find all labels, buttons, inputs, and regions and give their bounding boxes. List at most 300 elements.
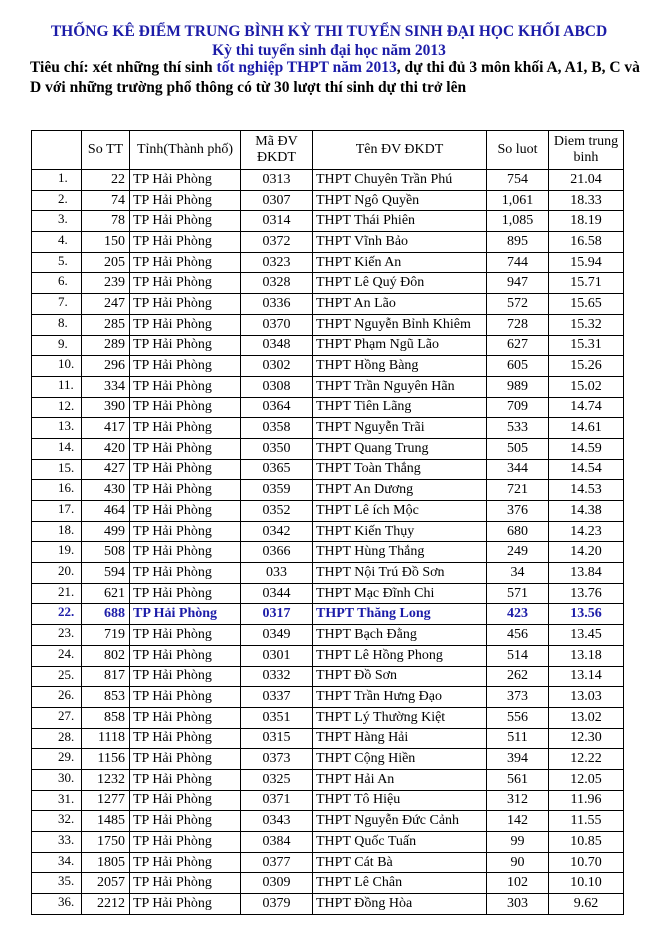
- rank-cell: 296: [82, 356, 130, 377]
- unit-code-cell: 0373: [241, 749, 313, 770]
- count-cell: 605: [487, 356, 549, 377]
- unit-name-cell: THPT Quang Trung: [313, 438, 487, 459]
- average-score-cell: 13.14: [549, 666, 624, 687]
- rank-cell: 285: [82, 314, 130, 335]
- unit-name-cell: THPT Mạc Đĩnh Chi: [313, 583, 487, 604]
- col-header-so-tt: So TT: [82, 131, 130, 170]
- rank-cell: 594: [82, 563, 130, 584]
- count-cell: 312: [487, 790, 549, 811]
- average-score-cell: 15.31: [549, 335, 624, 356]
- count-cell: 556: [487, 707, 549, 728]
- unit-code-cell: 0302: [241, 356, 313, 377]
- count-cell: 533: [487, 418, 549, 439]
- count-cell: 344: [487, 459, 549, 480]
- province-cell: TP Hải Phòng: [130, 376, 241, 397]
- rank-cell: 688: [82, 604, 130, 625]
- average-score-cell: 15.71: [549, 273, 624, 294]
- unit-code-cell: 0379: [241, 894, 313, 915]
- rank-cell: 464: [82, 501, 130, 522]
- rank-cell: 417: [82, 418, 130, 439]
- unit-code-cell: 0366: [241, 542, 313, 563]
- unit-code-cell: 0325: [241, 769, 313, 790]
- province-cell: TP Hải Phòng: [130, 604, 241, 625]
- rank-cell: 802: [82, 645, 130, 666]
- row-index: 13.: [32, 418, 82, 439]
- province-cell: TP Hải Phòng: [130, 521, 241, 542]
- unit-name-cell: THPT Thái Phiên: [313, 211, 487, 232]
- unit-code-cell: 0337: [241, 687, 313, 708]
- province-cell: TP Hải Phòng: [130, 418, 241, 439]
- count-cell: 90: [487, 852, 549, 873]
- table-row: [32, 356, 624, 377]
- average-score-cell: 13.84: [549, 563, 624, 584]
- province-cell: TP Hải Phòng: [130, 811, 241, 832]
- unit-code-cell: 0317: [241, 604, 313, 625]
- province-cell: TP Hải Phòng: [130, 314, 241, 335]
- unit-code-cell: 0352: [241, 501, 313, 522]
- unit-name-cell: THPT Đồ Sơn: [313, 666, 487, 687]
- unit-name-cell: THPT Cộng Hiền: [313, 749, 487, 770]
- average-score-cell: 10.10: [549, 873, 624, 894]
- unit-name-cell: THPT An Dương: [313, 480, 487, 501]
- rank-cell: 2057: [82, 873, 130, 894]
- unit-name-cell: THPT Thăng Long: [313, 604, 487, 625]
- average-score-cell: 14.54: [549, 459, 624, 480]
- table-row: [32, 790, 624, 811]
- rank-cell: 508: [82, 542, 130, 563]
- unit-name-cell: THPT Nguyễn Bỉnh Khiêm: [313, 314, 487, 335]
- rank-cell: 239: [82, 273, 130, 294]
- table-row: [32, 563, 624, 584]
- rank-cell: 247: [82, 294, 130, 315]
- province-cell: TP Hải Phòng: [130, 542, 241, 563]
- criteria-text: [30, 58, 640, 98]
- unit-code-cell: 0309: [241, 873, 313, 894]
- unit-name-cell: THPT Kiến An: [313, 252, 487, 273]
- count-cell: 456: [487, 625, 549, 646]
- unit-name-cell: THPT Nội Trú Đồ Sơn: [313, 563, 487, 584]
- rank-cell: 205: [82, 252, 130, 273]
- row-index: 29.: [32, 749, 82, 770]
- province-cell: TP Hải Phòng: [130, 707, 241, 728]
- row-index: 11.: [32, 376, 82, 397]
- table-row: [32, 190, 624, 211]
- province-cell: TP Hải Phòng: [130, 480, 241, 501]
- table-row: [32, 459, 624, 480]
- table-row: [32, 273, 624, 294]
- count-cell: 571: [487, 583, 549, 604]
- table-row: [32, 501, 624, 522]
- average-score-cell: 15.65: [549, 294, 624, 315]
- unit-name-cell: THPT Bạch Đằng: [313, 625, 487, 646]
- row-index: 14.: [32, 438, 82, 459]
- table-body: [32, 170, 624, 915]
- row-index: 31.: [32, 790, 82, 811]
- table-row: [32, 480, 624, 501]
- row-index: 12.: [32, 397, 82, 418]
- unit-name-cell: THPT Lê Quý Đôn: [313, 273, 487, 294]
- rank-cell: 78: [82, 211, 130, 232]
- unit-code-cell: 0332: [241, 666, 313, 687]
- province-cell: TP Hải Phòng: [130, 252, 241, 273]
- average-score-cell: 13.18: [549, 645, 624, 666]
- col-header-unit-code: Mã ĐV ĐKDT: [241, 131, 313, 170]
- province-cell: TP Hải Phòng: [130, 438, 241, 459]
- table-row: [32, 749, 624, 770]
- unit-name-cell: THPT Lê Hồng Phong: [313, 645, 487, 666]
- average-score-cell: 13.45: [549, 625, 624, 646]
- row-index: 18.: [32, 521, 82, 542]
- average-score-cell: 18.33: [549, 190, 624, 211]
- unit-code-cell: 0314: [241, 211, 313, 232]
- average-score-cell: 14.59: [549, 438, 624, 459]
- table-row: [32, 376, 624, 397]
- unit-code-cell: 0371: [241, 790, 313, 811]
- average-score-cell: 14.20: [549, 542, 624, 563]
- count-cell: 721: [487, 480, 549, 501]
- count-cell: 754: [487, 170, 549, 191]
- average-score-cell: 13.76: [549, 583, 624, 604]
- row-index: 17.: [32, 501, 82, 522]
- table-row: [32, 625, 624, 646]
- rank-cell: 1232: [82, 769, 130, 790]
- table-row: [32, 894, 624, 915]
- rank-cell: 150: [82, 232, 130, 253]
- table-row: [32, 438, 624, 459]
- row-index: 20.: [32, 563, 82, 584]
- rank-cell: 427: [82, 459, 130, 480]
- document-title: THỐNG KÊ ĐIỂM TRUNG BÌNH KỲ THI TUYỂN SINH ĐẠI HỌC KHỐI ABCD: [50, 23, 608, 40]
- count-cell: 262: [487, 666, 549, 687]
- unit-name-cell: THPT Lê Chân: [313, 873, 487, 894]
- unit-name-cell: THPT Nguyễn Trãi: [313, 418, 487, 439]
- province-cell: TP Hải Phòng: [130, 501, 241, 522]
- rank-cell: 22: [82, 170, 130, 191]
- unit-name-cell: THPT Đồng Hòa: [313, 894, 487, 915]
- average-score-cell: 15.26: [549, 356, 624, 377]
- unit-name-cell: THPT Hùng Thắng: [313, 542, 487, 563]
- table-header-row: [32, 131, 624, 170]
- province-cell: TP Hải Phòng: [130, 335, 241, 356]
- row-index: 10.: [32, 356, 82, 377]
- average-score-cell: 15.32: [549, 314, 624, 335]
- row-index: 30.: [32, 769, 82, 790]
- unit-name-cell: THPT Lê ích Mộc: [313, 501, 487, 522]
- unit-name-cell: THPT Phạm Ngũ Lão: [313, 335, 487, 356]
- unit-code-cell: 0372: [241, 232, 313, 253]
- rank-cell: 1750: [82, 832, 130, 853]
- count-cell: 99: [487, 832, 549, 853]
- province-cell: TP Hải Phòng: [130, 232, 241, 253]
- table-row: [32, 542, 624, 563]
- count-cell: 142: [487, 811, 549, 832]
- unit-code-cell: 0344: [241, 583, 313, 604]
- province-cell: TP Hải Phòng: [130, 170, 241, 191]
- province-cell: TP Hải Phòng: [130, 749, 241, 770]
- province-cell: TP Hải Phòng: [130, 687, 241, 708]
- row-index: 5.: [32, 252, 82, 273]
- average-score-cell: 12.30: [549, 728, 624, 749]
- row-index: 15.: [32, 459, 82, 480]
- count-cell: 102: [487, 873, 549, 894]
- province-cell: TP Hải Phòng: [130, 894, 241, 915]
- table-row: [32, 521, 624, 542]
- table-row: [32, 252, 624, 273]
- unit-name-cell: THPT Trần Nguyên Hãn: [313, 376, 487, 397]
- table-row: [32, 666, 624, 687]
- unit-name-cell: THPT Trần Hưng Đạo: [313, 687, 487, 708]
- table-row: [32, 687, 624, 708]
- unit-name-cell: THPT An Lão: [313, 294, 487, 315]
- row-index: 27.: [32, 707, 82, 728]
- unit-code-cell: 0359: [241, 480, 313, 501]
- count-cell: 303: [487, 894, 549, 915]
- unit-name-cell: THPT Toàn Thắng: [313, 459, 487, 480]
- col-header-count: So luot: [487, 131, 549, 170]
- document-subtitle: Kỳ thi tuyển sinh đại học năm 2013: [212, 42, 446, 59]
- average-score-cell: 13.56: [549, 604, 624, 625]
- count-cell: 394: [487, 749, 549, 770]
- province-cell: TP Hải Phòng: [130, 397, 241, 418]
- average-score-cell: 13.03: [549, 687, 624, 708]
- unit-code-cell: 0358: [241, 418, 313, 439]
- average-score-cell: 18.19: [549, 211, 624, 232]
- unit-code-cell: 0328: [241, 273, 313, 294]
- unit-name-cell: THPT Hải An: [313, 769, 487, 790]
- province-cell: TP Hải Phòng: [130, 459, 241, 480]
- unit-code-cell: 0348: [241, 335, 313, 356]
- table-row: [32, 170, 624, 191]
- unit-name-cell: THPT Cát Bà: [313, 852, 487, 873]
- rank-cell: 334: [82, 376, 130, 397]
- table-row: [32, 728, 624, 749]
- count-cell: 249: [487, 542, 549, 563]
- row-index: 19.: [32, 542, 82, 563]
- rank-cell: 621: [82, 583, 130, 604]
- province-cell: TP Hải Phòng: [130, 852, 241, 873]
- table-row: [32, 873, 624, 894]
- province-cell: TP Hải Phòng: [130, 769, 241, 790]
- average-score-cell: 15.02: [549, 376, 624, 397]
- results-table: [31, 130, 624, 915]
- average-score-cell: 11.55: [549, 811, 624, 832]
- rank-cell: 1156: [82, 749, 130, 770]
- average-score-cell: 14.61: [549, 418, 624, 439]
- unit-code-cell: 0349: [241, 625, 313, 646]
- average-score-cell: 21.04: [549, 170, 624, 191]
- row-index: 35.: [32, 873, 82, 894]
- unit-code-cell: 0313: [241, 170, 313, 191]
- average-score-cell: 14.74: [549, 397, 624, 418]
- criteria-suffix: , dự thi đủ 3 môn khối A, A1, B, C và D với những trường phổ thông có từ 30 lượt thí sinh dự thi trở lên: [30, 59, 640, 96]
- count-cell: 989: [487, 376, 549, 397]
- unit-name-cell: THPT Ngô Quyền: [313, 190, 487, 211]
- count-cell: 744: [487, 252, 549, 273]
- province-cell: TP Hải Phòng: [130, 356, 241, 377]
- province-cell: TP Hải Phòng: [130, 625, 241, 646]
- table-row: [32, 832, 624, 853]
- row-index: 33.: [32, 832, 82, 853]
- count-cell: 373: [487, 687, 549, 708]
- count-cell: 423: [487, 604, 549, 625]
- rank-cell: 858: [82, 707, 130, 728]
- row-index: 23.: [32, 625, 82, 646]
- unit-code-cell: 0364: [241, 397, 313, 418]
- row-index: 34.: [32, 852, 82, 873]
- count-cell: 376: [487, 501, 549, 522]
- table-row: [32, 583, 624, 604]
- table-row: [32, 314, 624, 335]
- province-cell: TP Hải Phòng: [130, 294, 241, 315]
- unit-name-cell: THPT Quốc Tuấn: [313, 832, 487, 853]
- rank-cell: 390: [82, 397, 130, 418]
- unit-code-cell: 0377: [241, 852, 313, 873]
- average-score-cell: 12.22: [549, 749, 624, 770]
- rank-cell: 1805: [82, 852, 130, 873]
- count-cell: 680: [487, 521, 549, 542]
- row-index: 22.: [32, 604, 82, 625]
- row-index: 25.: [32, 666, 82, 687]
- unit-name-cell: THPT Tô Hiệu: [313, 790, 487, 811]
- province-cell: TP Hải Phòng: [130, 666, 241, 687]
- unit-name-cell: THPT Vĩnh Bảo: [313, 232, 487, 253]
- row-index: 24.: [32, 645, 82, 666]
- count-cell: 709: [487, 397, 549, 418]
- rank-cell: 430: [82, 480, 130, 501]
- province-cell: TP Hải Phòng: [130, 211, 241, 232]
- row-index: 7.: [32, 294, 82, 315]
- unit-code-cell: 0350: [241, 438, 313, 459]
- province-cell: TP Hải Phòng: [130, 273, 241, 294]
- count-cell: 511: [487, 728, 549, 749]
- table-row: [32, 707, 624, 728]
- table-row: [32, 604, 624, 625]
- average-score-cell: 11.96: [549, 790, 624, 811]
- row-index: 2.: [32, 190, 82, 211]
- count-cell: 505: [487, 438, 549, 459]
- rank-cell: 420: [82, 438, 130, 459]
- unit-code-cell: 0323: [241, 252, 313, 273]
- count-cell: 728: [487, 314, 549, 335]
- unit-name-cell: THPT Kiến Thụy: [313, 521, 487, 542]
- province-cell: TP Hải Phòng: [130, 190, 241, 211]
- province-cell: TP Hải Phòng: [130, 832, 241, 853]
- unit-code-cell: 0336: [241, 294, 313, 315]
- average-score-cell: 9.62: [549, 894, 624, 915]
- average-score-cell: 12.05: [549, 769, 624, 790]
- average-score-cell: 15.94: [549, 252, 624, 273]
- row-index: 3.: [32, 211, 82, 232]
- row-index: 28.: [32, 728, 82, 749]
- province-cell: TP Hải Phòng: [130, 583, 241, 604]
- count-cell: 561: [487, 769, 549, 790]
- row-index: 16.: [32, 480, 82, 501]
- col-header-index: [32, 131, 82, 170]
- average-score-cell: 14.38: [549, 501, 624, 522]
- row-index: 32.: [32, 811, 82, 832]
- row-index: 26.: [32, 687, 82, 708]
- col-header-unit-name: Tên ĐV ĐKDT: [313, 131, 487, 170]
- count-cell: 514: [487, 645, 549, 666]
- col-header-province: Tỉnh(Thành phố): [130, 131, 241, 170]
- rank-cell: 853: [82, 687, 130, 708]
- unit-code-cell: 0315: [241, 728, 313, 749]
- table-row: [32, 335, 624, 356]
- criteria-prefix: Tiêu chí: xét những thí sinh: [30, 59, 217, 76]
- count-cell: 1,085: [487, 211, 549, 232]
- table-row: [32, 294, 624, 315]
- row-index: 6.: [32, 273, 82, 294]
- count-cell: 1,061: [487, 190, 549, 211]
- row-index: 4.: [32, 232, 82, 253]
- row-index: 9.: [32, 335, 82, 356]
- province-cell: TP Hải Phòng: [130, 728, 241, 749]
- unit-name-cell: THPT Lý Thường Kiệt: [313, 707, 487, 728]
- count-cell: 572: [487, 294, 549, 315]
- table-row: [32, 645, 624, 666]
- unit-code-cell: 0307: [241, 190, 313, 211]
- row-index: 36.: [32, 894, 82, 915]
- average-score-cell: 16.58: [549, 232, 624, 253]
- count-cell: 627: [487, 335, 549, 356]
- criteria-highlight: tốt nghiệp THPT năm 2013: [216, 59, 397, 76]
- table-row: [32, 811, 624, 832]
- unit-code-cell: 0370: [241, 314, 313, 335]
- rank-cell: 719: [82, 625, 130, 646]
- rank-cell: 817: [82, 666, 130, 687]
- table-row: [32, 852, 624, 873]
- row-index: 1.: [32, 170, 82, 191]
- table-row: [32, 397, 624, 418]
- col-header-average-score: Diem trung binh: [549, 131, 624, 170]
- unit-code-cell: 0343: [241, 811, 313, 832]
- unit-name-cell: THPT Hàng Hải: [313, 728, 487, 749]
- table-row: [32, 769, 624, 790]
- unit-name-cell: THPT Tiên Lãng: [313, 397, 487, 418]
- unit-code-cell: 0351: [241, 707, 313, 728]
- average-score-cell: 10.70: [549, 852, 624, 873]
- count-cell: 34: [487, 563, 549, 584]
- rank-cell: 1277: [82, 790, 130, 811]
- province-cell: TP Hải Phòng: [130, 563, 241, 584]
- rank-cell: 1485: [82, 811, 130, 832]
- province-cell: TP Hải Phòng: [130, 645, 241, 666]
- unit-name-cell: THPT Chuyên Trần Phú: [313, 170, 487, 191]
- rank-cell: 74: [82, 190, 130, 211]
- rank-cell: 499: [82, 521, 130, 542]
- average-score-cell: 10.85: [549, 832, 624, 853]
- row-index: 8.: [32, 314, 82, 335]
- table-row: [32, 232, 624, 253]
- unit-code-cell: 0308: [241, 376, 313, 397]
- rank-cell: 289: [82, 335, 130, 356]
- rank-cell: 2212: [82, 894, 130, 915]
- unit-code-cell: 0365: [241, 459, 313, 480]
- unit-name-cell: THPT Nguyễn Đức Cảnh: [313, 811, 487, 832]
- unit-code-cell: 0342: [241, 521, 313, 542]
- count-cell: 947: [487, 273, 549, 294]
- table-row: [32, 211, 624, 232]
- province-cell: TP Hải Phòng: [130, 873, 241, 894]
- table-row: [32, 418, 624, 439]
- row-index: 21.: [32, 583, 82, 604]
- average-score-cell: 13.02: [549, 707, 624, 728]
- average-score-cell: 14.53: [549, 480, 624, 501]
- unit-code-cell: 033: [241, 563, 313, 584]
- unit-code-cell: 0384: [241, 832, 313, 853]
- province-cell: TP Hải Phòng: [130, 790, 241, 811]
- average-score-cell: 14.23: [549, 521, 624, 542]
